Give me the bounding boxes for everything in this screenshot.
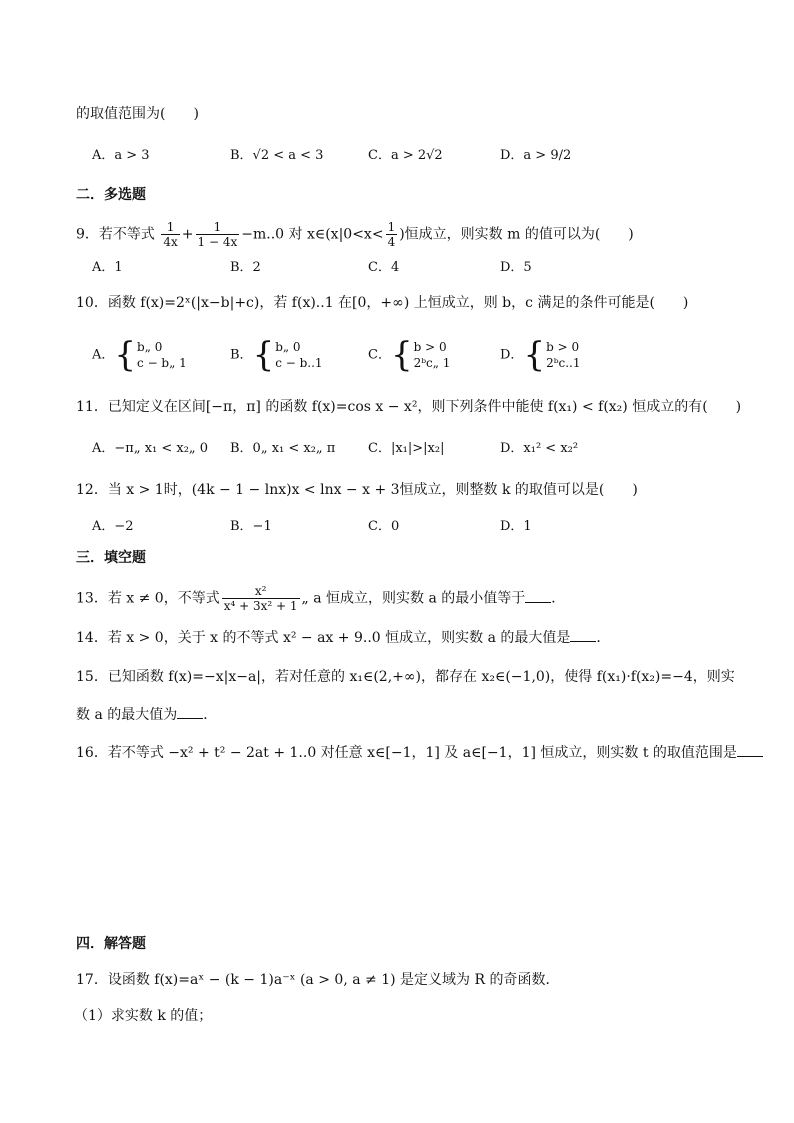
q10-option-b: B．{ b„ 0 c − b..1 [230, 335, 323, 375]
q8-option-a: A．a > 3 [92, 148, 150, 163]
q9-option-a: A．1 [92, 260, 123, 275]
q14-stem: 14．若 x > 0，关于 x 的不等式 x² − ax + 9..0 恒成立，则实数 a 的最大值是 ． [76, 630, 611, 646]
q12-option-b: B．−1 [230, 519, 272, 534]
q9-option-c: C．4 [368, 260, 400, 275]
section-heading-multiple-choice: 二．多选题 [76, 187, 146, 203]
q9-option-d: D．5 [500, 260, 532, 275]
q13-suffix: „ a 恒成立，则实数 a 的最小值等于 [301, 590, 526, 607]
section-heading-solutions: 四．解答题 [76, 936, 146, 952]
q13-prefix: 13．若 x ≠ 0，不等式 [76, 590, 220, 607]
q10-stem: 10．函数 f(x)=2ˣ(|x−b|+c)，若 f(x)..1 在[0，+∞) 上恒成立，则 b，c 满足的条件可能是( ) [76, 295, 689, 311]
q16-answer-blank [737, 743, 763, 757]
q9-middle: −m..0 对 x∈(x|0<x< [241, 226, 384, 243]
q16-stem [76, 743, 763, 763]
q9-fraction-1: $\frac{1}{4x}$ [163, 220, 178, 249]
q12-option-d: D．1 [500, 519, 532, 534]
q11-option-a: A．−π„ x₁ < x₂„ 0 [92, 441, 209, 456]
q16-text: 16．若不等式 −x² + t² − 2at + 1..0 对任意 x∈[−1，1] 及 a∈[−1，1] 恒成立，则实数 t 的取值范围是 [76, 745, 737, 761]
q17-part-1: （1）求实数 k 的值； [74, 1008, 213, 1024]
q17-stem: 17．设函数 f(x)=aˣ − (k − 1)a⁻ˣ (a > 0, a ≠ 1) 是定义域为 R 的奇函数． [76, 972, 560, 988]
q13-stem: 13．若 x ≠ 0，不等式 $\frac{\text{x²}}{\text{x⁴ + 3x² + 1}}$ „ a 恒成立，则实数 a 的最小值等于 ． [76, 584, 566, 613]
q8-option-d: D．a > 9/2 [500, 148, 572, 163]
q11-option-b: B．0„ x₁ < x₂„ π [230, 441, 336, 456]
q11-option-d: D．x₁² < x₂² [500, 441, 579, 456]
q15-answer-blank [177, 705, 203, 719]
q8-tail: 的取值范围为( ) [76, 106, 199, 122]
q9-stem: 9．若不等式 $\frac{1}{4x}$ + $\frac{1}{1 - 4x}$ −m..0 对 x∈(x|0<x< $\frac{1}{4}$ )恒成立，则实数 m 的值可以为( ) [76, 220, 634, 249]
q8-option-c: C．a > 2√2 [368, 148, 443, 163]
q10-option-a: A．{ b„ 0 c − b„ 1 [92, 335, 187, 375]
q12-option-a: A．−2 [92, 519, 134, 534]
q11-stem: 11．已知定义在区间[−π，π] 的函数 f(x)=cos x − x²，则下列条件中能使 f(x₁) < f(x₂) 恒成立的有( ) [76, 399, 742, 415]
section-heading-fill-in: 三．填空题 [76, 550, 146, 566]
q9-fraction-2: $\frac{1}{1 - 4x}$ [197, 220, 238, 249]
q12-option-c: C．0 [368, 519, 400, 534]
q10-option-d: D．{ b > 0 2ᵇc..1 [500, 335, 581, 375]
q11-option-c: C．|x₁|>|x₂| [368, 441, 445, 456]
q14-text: 14．若 x > 0，关于 x 的不等式 x² − ax + 9..0 恒成立，则实数 a 的最大值是 [76, 630, 571, 646]
q15-text: 数 a 的最大值为 [76, 707, 178, 723]
q8-option-b: B．√2 < a < 3 [230, 148, 324, 163]
q15-stem-line-2: 数 a 的最大值为 ． [76, 707, 218, 723]
q12-stem: 12．当 x > 1时，(4k − 1 − lnx)x < lnx − x + 3恒成立，则整数 k 的取值可以是( ) [76, 482, 638, 498]
q9-option-b: B．2 [230, 260, 261, 275]
q13-fraction: $\frac{\text{x²}}{\text{x⁴ + 3x² + 1}}$ [223, 584, 298, 613]
q10-option-c: C．{ b > 0 2ᵇc„ 1 [368, 335, 451, 375]
q9-prefix: 9．若不等式 [76, 226, 155, 243]
q9-suffix: )恒成立，则实数 m 的值可以为( ) [399, 226, 634, 243]
q15-stem-line-1: 15．已知函数 f(x)=−x|x−a|，若对任意的 x₁∈(2,+∞)，都存在 x₂∈(−1,0)，使得 f(x₁)·f(x₂)=−4，则实 [76, 669, 735, 685]
q9-fraction-3: $\frac{1}{4}$ [387, 220, 396, 249]
q13-answer-blank [525, 589, 551, 603]
q14-answer-blank [570, 628, 596, 642]
